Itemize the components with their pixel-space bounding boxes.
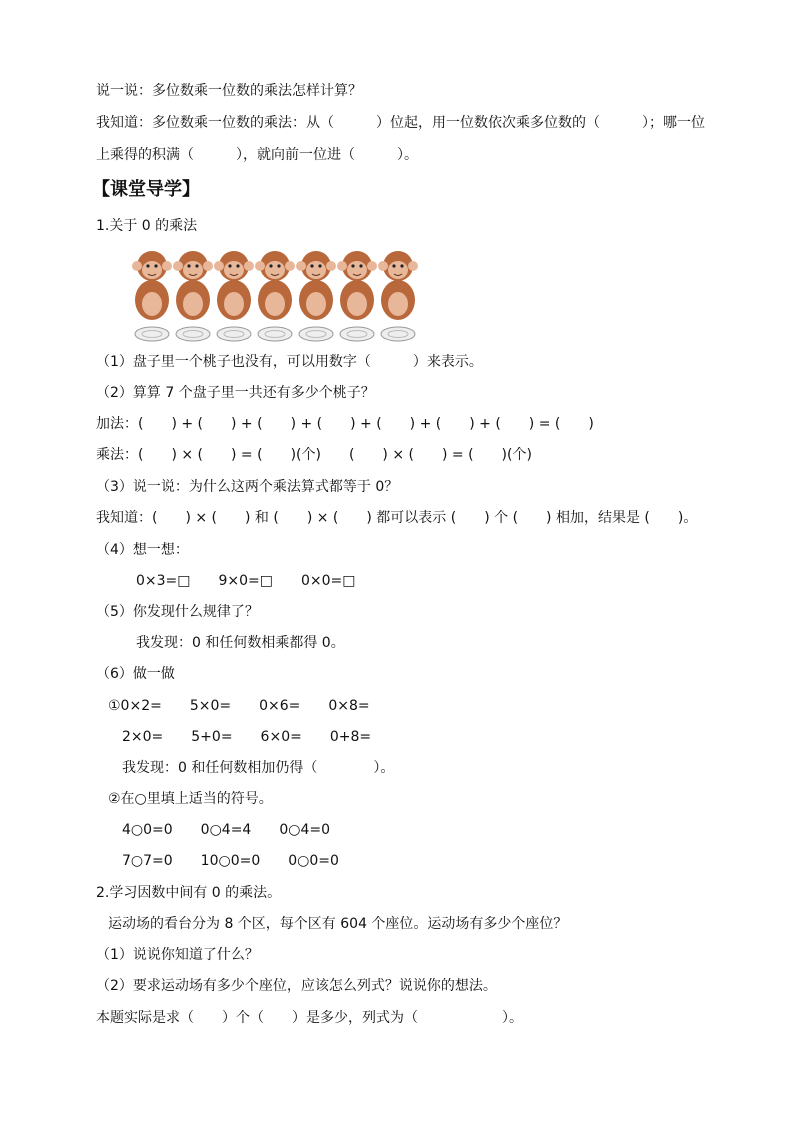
section-heading: 【课堂导学】 [92, 179, 200, 200]
text-line: 2.学习因数中间有 0 的乘法。 [96, 885, 282, 901]
monkey-figure [173, 251, 213, 320]
text-line: （1）盘子里一个桃子也没有，可以用数字（ ）来表示。 [96, 354, 483, 370]
text-line: 我发现：0 和任何数相乘都得 0。 [136, 635, 345, 651]
text-line: 2×0= 5+0= 6×0= 0+8= [122, 729, 372, 745]
text-line: 加法：( ) + ( ) + ( ) + ( ) + ( ) + ( ) + ( ) = ( ) [96, 416, 594, 432]
plate [135, 327, 169, 341]
text-line: （1）说说你知道了什么？ [96, 947, 259, 963]
monkey-figure [132, 251, 172, 320]
text-line: （6）做一做 [96, 666, 175, 682]
text-line: （4）想一想： [96, 542, 189, 558]
text-line: （3）说一说：为什么这两个乘法算式都等于 0？ [96, 479, 399, 495]
plate [176, 327, 210, 341]
text-line: ①0×2= 5×0= 0×6= 0×8= [108, 698, 370, 714]
monkey-figure [214, 251, 254, 320]
text-line: 运动场的看台分为 8 个区，每个区有 604 个座位。运动场有多少个座位？ [108, 916, 568, 932]
plate [340, 327, 374, 341]
text-line: （2）算算 7 个盘子里一共还有多少个桃子？ [96, 385, 375, 401]
text-line: ②在○里填上适当的符号。 [108, 791, 273, 807]
text-line: 我发现：0 和任何数相加仍得（ ）。 [122, 760, 395, 776]
text-line: 说一说：多位数乘一位数的乘法怎样计算？ [96, 83, 362, 99]
text-line: 我知道：( ) × ( ) 和 ( ) × ( ) 都可以表示 ( ) 个 ( ) 相加，结果是 ( )。 [96, 510, 698, 526]
text-line: 本题实际是求（ ）个（ ）是多少，列式为（ ）。 [96, 1010, 523, 1026]
text-line: 1.关于 0 的乘法 [96, 218, 198, 234]
text-line: 上乘得的积满（ ），就向前一位进（ ）。 [96, 147, 418, 163]
plate [381, 327, 415, 341]
plate [217, 327, 251, 341]
monkey-figure [378, 251, 418, 320]
text-line: 0×3=□ 9×0=□ 0×0=□ [136, 573, 356, 589]
text-line: （5）你发现什么规律了？ [96, 604, 259, 620]
monkey-figure [255, 251, 295, 320]
monkey-figure [337, 251, 377, 320]
text-line: 乘法：( ) × ( ) = ( )(个) ( ) × ( ) = ( )(个) [96, 447, 532, 463]
text-line: 我知道：多位数乘一位数的乘法：从（ ）位起，用一位数依次乘多位数的（ ）；哪一位 [96, 115, 705, 131]
text-line: 4○0=0 0○4=4 0○4=0 [122, 822, 331, 838]
text-line: （2）要求运动场有多少个座位，应该怎么列式？说说你的想法。 [96, 978, 497, 994]
text-line: 7○7=0 10○0=0 0○0=0 [122, 853, 339, 869]
monkey-figure [296, 251, 336, 320]
monkeys-illustration [130, 244, 420, 344]
plate [299, 327, 333, 341]
plate [258, 327, 292, 341]
